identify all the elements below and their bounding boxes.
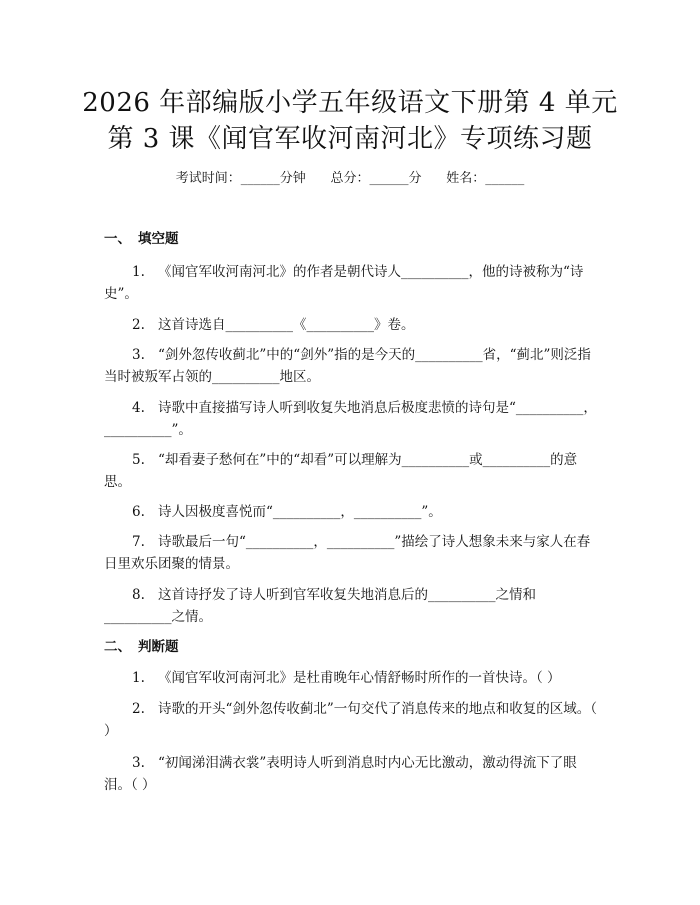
question-text: 《闻官军收河南河北》的作者是朝代诗人__________，他的诗被称为“诗史”。 — [104, 264, 584, 302]
question-text: “初闻涕泪满衣裳”表明诗人听到消息时内心无比激动，激动得流下了眼泪。（ ） — [104, 755, 577, 793]
question-text: 诗歌的开头“剑外忽传收蓟北”一句交代了消息传来的地点和收复的区域。（ ） — [104, 701, 598, 739]
question-item — [104, 344, 600, 388]
question-number: 3. — [132, 347, 145, 363]
question-item — [104, 667, 600, 689]
question-item — [104, 314, 600, 336]
question-number: 5. — [132, 452, 145, 468]
question-text: 诗人因极度喜悦而“__________，__________”。 — [158, 504, 442, 520]
section-heading-fill-in — [104, 229, 179, 249]
question-number: 1. — [132, 264, 145, 280]
question-text: “却看妻子愁何在”中的“却看”可以理解为__________或__________的意思。 — [104, 452, 578, 490]
question-text: 这首诗选自__________《__________》卷。 — [158, 317, 415, 333]
section-heading-true-false — [104, 637, 179, 657]
section-number: 二、 — [104, 639, 131, 655]
question-item — [104, 752, 600, 796]
question-item — [104, 397, 600, 441]
question-item — [104, 531, 600, 575]
question-item — [104, 501, 600, 523]
question-text: 诗歌最后一句“__________，__________”描绘了诗人想象未来与家人在春日里欢乐团聚的情景。 — [104, 534, 591, 572]
section-title: 填空题 — [138, 231, 179, 247]
page-title-line-1: 2026 年部编版小学五年级语文下册第 4 单元 — [82, 88, 618, 118]
question-item — [104, 261, 600, 305]
question-item — [104, 449, 600, 493]
question-number: 7. — [132, 534, 145, 550]
question-number: 8. — [132, 587, 145, 603]
question-text: 《闻官军收河南河北》是杜甫晚年心情舒畅时所作的一首快诗。（ ） — [158, 670, 561, 686]
section-title: 判断题 — [138, 639, 179, 655]
question-number: 4. — [132, 400, 145, 416]
question-text: “剑外忽传收蓟北”中的“剑外”指的是今天的__________省，“蓟北”则泛指当时被叛军占领的__________地区。 — [104, 347, 591, 385]
question-text: 这首诗抒发了诗人听到官军收复失地消息后的__________之情和__________之情。 — [104, 587, 536, 625]
question-number: 3. — [132, 755, 145, 771]
exam-info: 考试时间：______分钟 总分：______分 姓名：______ — [175, 171, 525, 186]
section-number: 一、 — [104, 231, 131, 247]
question-item — [104, 584, 600, 628]
question-text: 诗歌中直接描写诗人听到收复失地消息后极度悲愤的诗句是“__________，__________”。 — [104, 400, 597, 438]
question-number: 6. — [132, 504, 145, 520]
question-number: 2. — [132, 317, 145, 333]
question-item — [104, 698, 600, 742]
question-number: 2. — [132, 701, 145, 717]
question-number: 1. — [132, 670, 145, 686]
page-title-line-2: 第 3 课《闻官军收河南河北》专项练习题 — [107, 124, 593, 154]
